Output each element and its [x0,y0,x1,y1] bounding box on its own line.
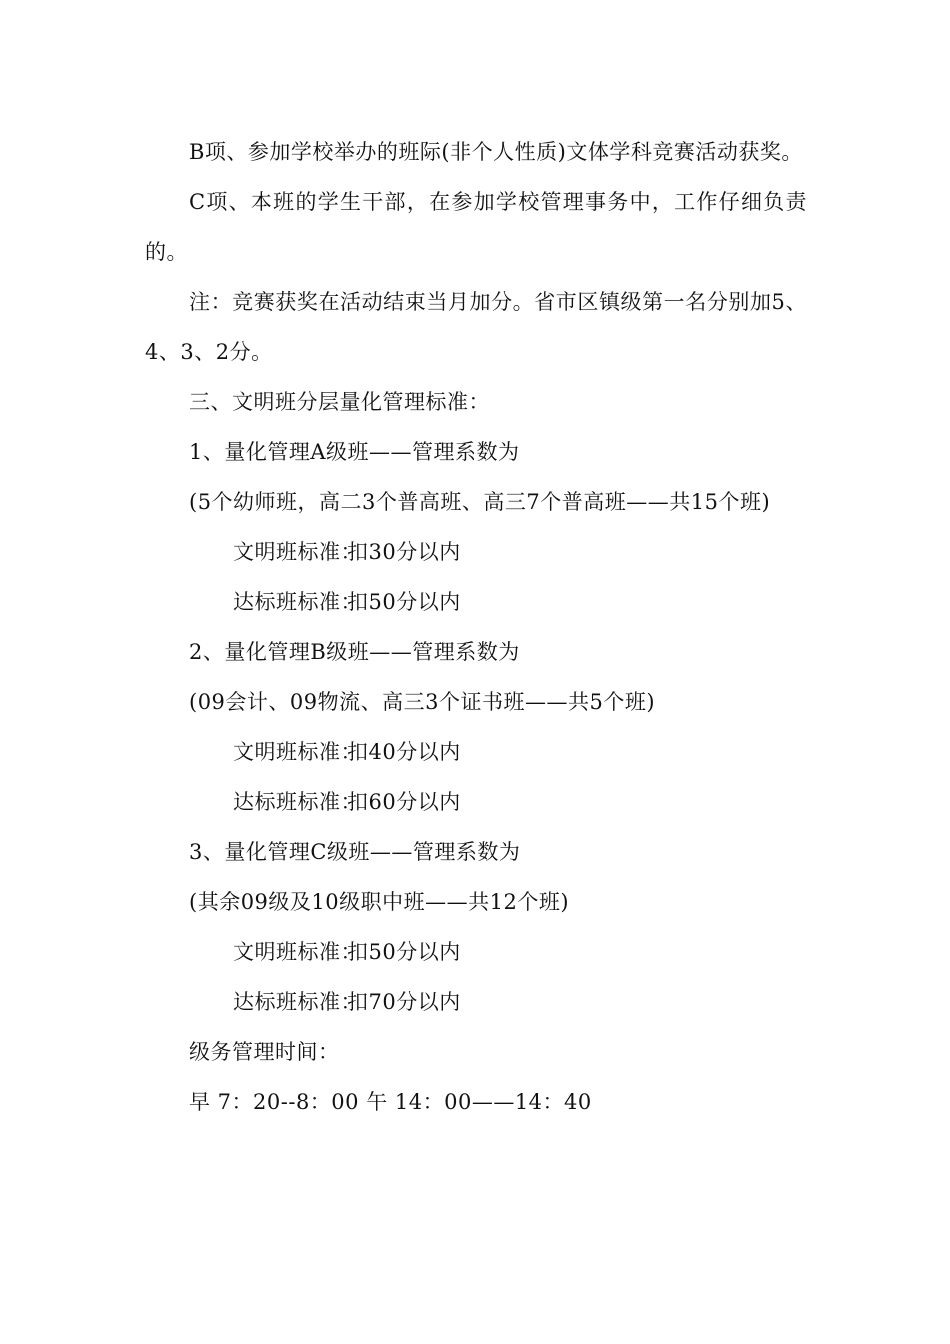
level-b-note: (09会计、09物流、高三3个证书班——共5个班) [189,690,656,714]
level-b-civil-label: 文明班标准： [233,740,362,764]
section-heading-3: 三、文明班分层量化管理标准： [189,390,490,414]
level-c-civil-value: 扣50分以内 [347,940,461,964]
level-a-pass-value: 扣50分以内 [347,590,461,614]
level-b-pass-label: 达标班标准： [233,790,362,814]
paragraph-note: 注：竞赛获奖在活动结束当月加分。省市区镇级第一名分别加5、4、3、2分。 [145,290,807,364]
document-body [145,127,807,1127]
level-a-pass-row [145,577,807,627]
paragraph-item-c: C项、本班的学生干部，在参加学校管理事务中，工作仔细负责的。 [145,190,807,264]
level-a-note: (5个幼师班，高二3个普高班、高三7个普高班——共15个班) [189,490,771,514]
time-value: 早 7：20--8：00 午 14：00——14：40 [189,1090,592,1114]
level-a-pass-label: 达标班标准： [233,590,362,614]
level-b-civil-value: 扣40分以内 [347,740,461,764]
level-b-title: 2、量化管理B级班——管理系数为 [189,640,520,664]
level-a-civil-value: 扣30分以内 [347,540,461,564]
level-c-pass-row [145,977,807,1027]
level-c-title: 3、量化管理C级班——管理系数为 [189,840,521,864]
level-b-pass-value: 扣60分以内 [347,790,461,814]
level-a-civil-row [145,527,807,577]
level-c-civil-label: 文明班标准： [233,940,362,964]
level-a-civil-label: 文明班标准： [233,540,362,564]
level-c-note: (其余09级及10级职中班——共12个班) [189,890,570,914]
level-b-pass-row [145,777,807,827]
paragraph-item-b: B项、参加学校举办的班际(非个人性质)文体学科竞赛活动获奖。 [189,140,803,164]
level-c-pass-value: 扣70分以内 [347,990,461,1014]
level-a-title: 1、量化管理A级班——管理系数为 [189,440,520,464]
level-c-pass-label: 达标班标准： [233,990,362,1014]
time-title: 级务管理时间： [189,1040,340,1064]
level-c-civil-row [145,927,807,977]
level-b-civil-row [145,727,807,777]
